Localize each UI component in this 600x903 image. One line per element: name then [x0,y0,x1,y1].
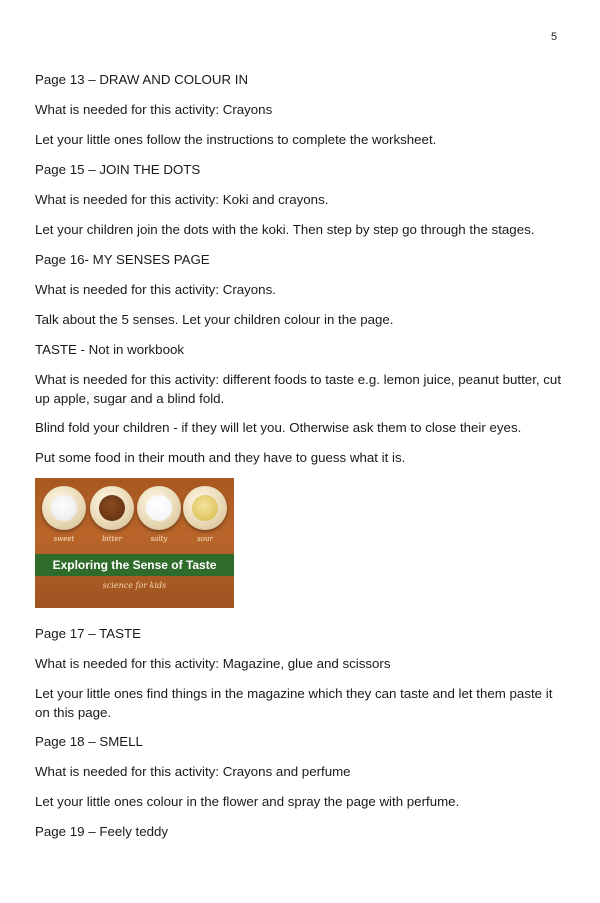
bowl-sour [183,486,227,530]
bowl-bitter [90,486,134,530]
heading-page-19: Page 19 – Feely teddy [35,824,169,839]
instruction-line: Blind fold your children - if they will let you. Otherwise ask them to close their eyes. [35,420,522,435]
document-body [35,70,565,852]
materials-line: What is needed for this activity: Koki and crayons. [35,192,329,207]
heading-page-16: Page 16- MY SENSES PAGE [35,252,210,267]
heading-taste: TASTE - Not in workbook [35,342,185,357]
taste-label-sour: sour [197,535,213,543]
heading-page-13: Page 13 – DRAW AND COLOUR IN [35,72,249,87]
heading-page-18: Page 18 – SMELL [35,734,143,749]
materials-line: What is needed for this activity: Crayons [35,102,273,117]
materials-line: What is needed for this activity: different foods to taste e.g. lemon juice, peanut butter, cut up apple, sugar and a blind fold. [35,372,562,406]
instruction-line: Let your little ones colour in the flower and spray the page with perfume. [35,794,460,809]
taste-label-salty: salty [150,535,168,543]
materials-line: What is needed for this activity: Crayons and perfume [35,764,351,779]
instruction-line: Let your little ones follow the instructions to complete the worksheet. [35,132,437,147]
instruction-line: Let your little ones find things in the magazine which they can taste and let them paste it on this page. [35,686,553,720]
instruction-line: Talk about the 5 senses. Let your children colour in the page. [35,312,394,327]
photo-subtitle: science for kids [102,581,167,590]
taste-label-sweet: sweet [53,535,75,543]
page-number: 5 [551,31,558,43]
instruction-line: Put some food in their mouth and they have to guess what it is. [35,450,406,465]
bowl-salty [137,486,181,530]
bowl-sweet [42,486,86,530]
photo-banner: Exploring the Sense of Taste [35,554,234,576]
heading-page-17: Page 17 – TASTE [35,626,141,641]
taste-photo [35,478,234,608]
materials-line: What is needed for this activity: Crayons. [35,282,276,297]
materials-line: What is needed for this activity: Magazine, glue and scissors [35,656,391,671]
heading-page-15: Page 15 – JOIN THE DOTS [35,162,201,177]
taste-label-bitter: bitter [102,535,122,543]
instruction-line: Let your children join the dots with the koki. Then step by step go through the stages. [35,222,535,237]
